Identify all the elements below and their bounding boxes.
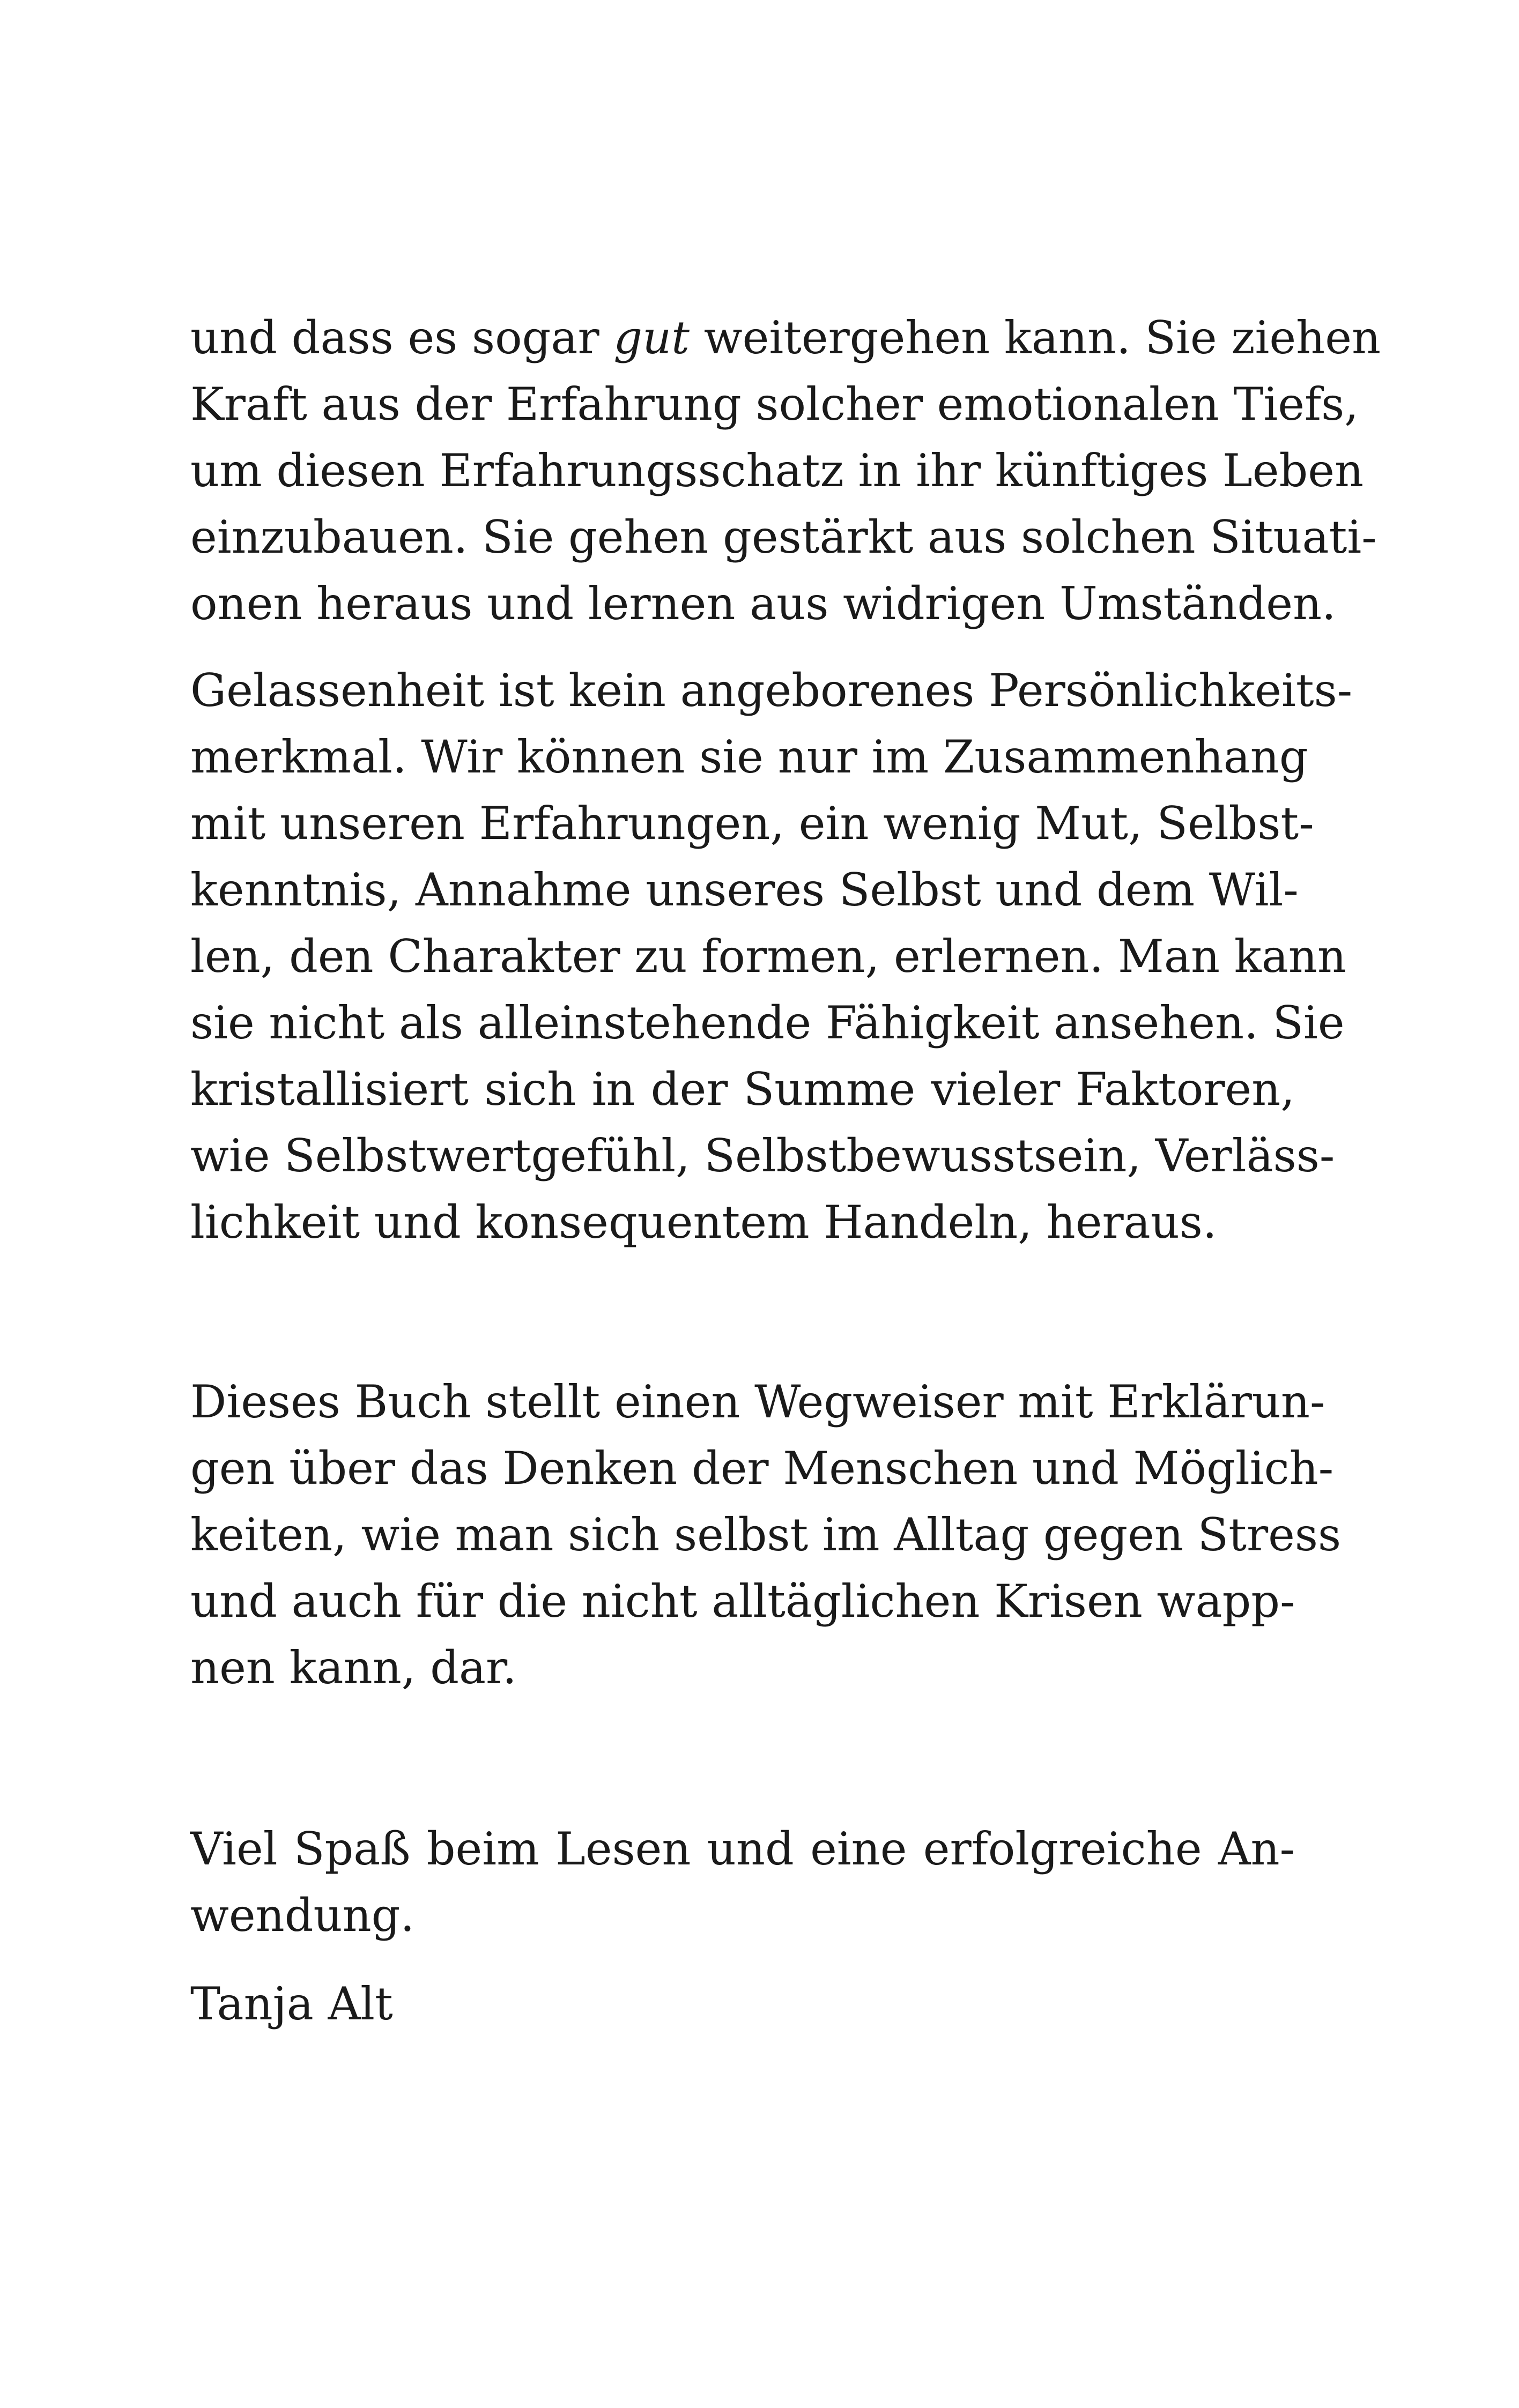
author-name: Tanja Alt [190, 1978, 393, 2030]
text-line: kenntnis, Annahme unseres Selbst und dem Wil- [190, 864, 1299, 916]
text-line: nen kann, dar. [190, 1641, 517, 1694]
paragraph-book-guide [190, 1369, 1342, 1701]
text-line: wie Selbstwertgefühl, Selbstbewusstsein, Verläss- [190, 1129, 1335, 1182]
text-line: onen heraus und lernen aus widrigen Umständen. [190, 577, 1336, 630]
text-line: sie nicht als alleinstehende Fähigkeit ansehen. Sie [190, 997, 1345, 1049]
text-line: und dass es sogar gut weitergehen kann. Sie ziehen [190, 311, 1381, 364]
text-line: Gelassenheit ist kein angeborenes Persönlichkeits- [190, 664, 1353, 717]
author-signature [190, 1971, 1295, 2037]
emphasis-gut: gut [613, 311, 690, 364]
text-line: und auch für die nicht alltäglichen Krisen wapp- [190, 1575, 1295, 1627]
paragraph-resilience [190, 304, 1381, 637]
text-line: einzubauen. Sie gehen gestärkt aus solchen Situati- [190, 511, 1377, 563]
text-line: lichkeit und konsequentem Handeln, heraus. [190, 1196, 1217, 1248]
text-line: Kraft aus der Erfahrung solcher emotionalen Tiefs, [190, 378, 1359, 430]
text-line: len, den Charakter zu formen, erlernen. Man kann [190, 930, 1346, 983]
text-line: gen über das Denken der Menschen und Möglich- [190, 1442, 1334, 1495]
text-line: mit unseren Erfahrungen, ein wenig Mut, Selbst- [190, 797, 1314, 850]
text-line: Viel Spaß beim Lesen und eine erfolgreiche An- [190, 1823, 1295, 1875]
paragraph-serenity [190, 657, 1353, 1255]
text-line: kristallisiert sich in der Summe vieler Faktoren, [190, 1063, 1295, 1116]
paragraph-closing-wish [190, 1816, 1295, 1949]
text-line: um diesen Erfahrungsschatz in ihr künftiges Leben [190, 444, 1364, 497]
text-line: Dieses Buch stellt einen Wegweiser mit Erklärun- [190, 1376, 1325, 1428]
text-line: merkmal. Wir können sie nur im Zusammenhang [190, 731, 1308, 783]
text-line: wendung. [190, 1889, 415, 1942]
text-line: keiten, wie man sich selbst im Alltag gegen Stress [190, 1508, 1342, 1561]
